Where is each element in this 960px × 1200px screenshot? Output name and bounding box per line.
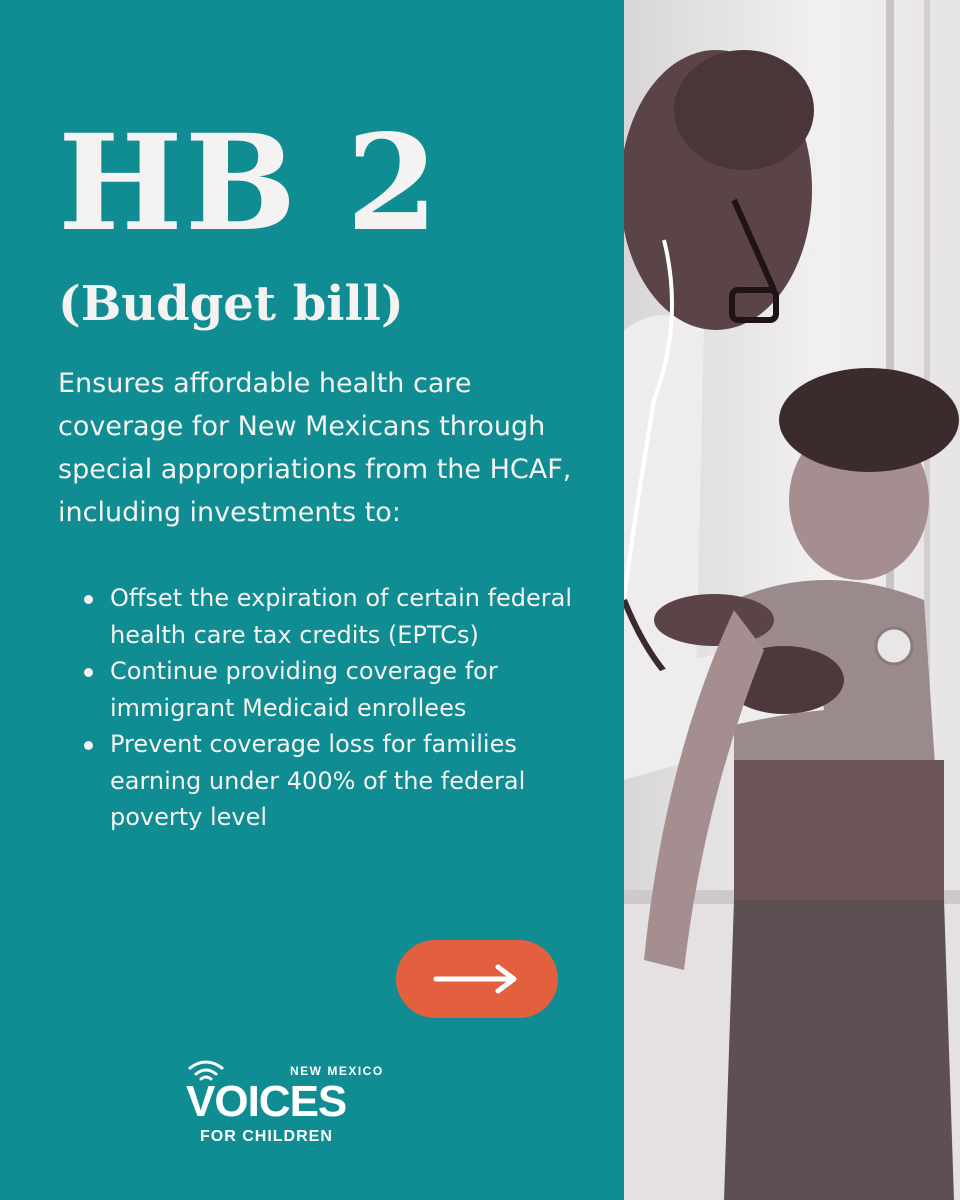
list-item: Prevent coverage loss for families earning under 400% of the federal poverty level xyxy=(80,726,585,836)
logo-subtitle-text: FOR CHILDREN xyxy=(200,1128,333,1145)
logo-state-text: NEW MEXICO xyxy=(290,1064,384,1078)
list-item: Offset the expiration of certain federal health care tax credits (EPTCs) xyxy=(80,580,585,653)
bill-description: Ensures affordable health care coverage for New Mexicans through special appropriations from the HCAF, including investments to: xyxy=(58,368,572,528)
bill-title: HB 2 xyxy=(58,106,441,261)
investment-list xyxy=(80,580,585,836)
next-slide-button[interactable] xyxy=(396,940,558,1018)
doctor-child-photo xyxy=(624,0,960,1200)
bill-subtitle: (Budget bill) xyxy=(58,276,404,332)
arrow-right-icon xyxy=(432,964,522,994)
logo-name-text: VOICES xyxy=(186,1077,347,1126)
list-item: Continue providing coverage for immigrant Medicaid enrollees xyxy=(80,653,585,726)
organization-logo xyxy=(186,1058,384,1148)
photo-illustration xyxy=(624,0,960,1200)
